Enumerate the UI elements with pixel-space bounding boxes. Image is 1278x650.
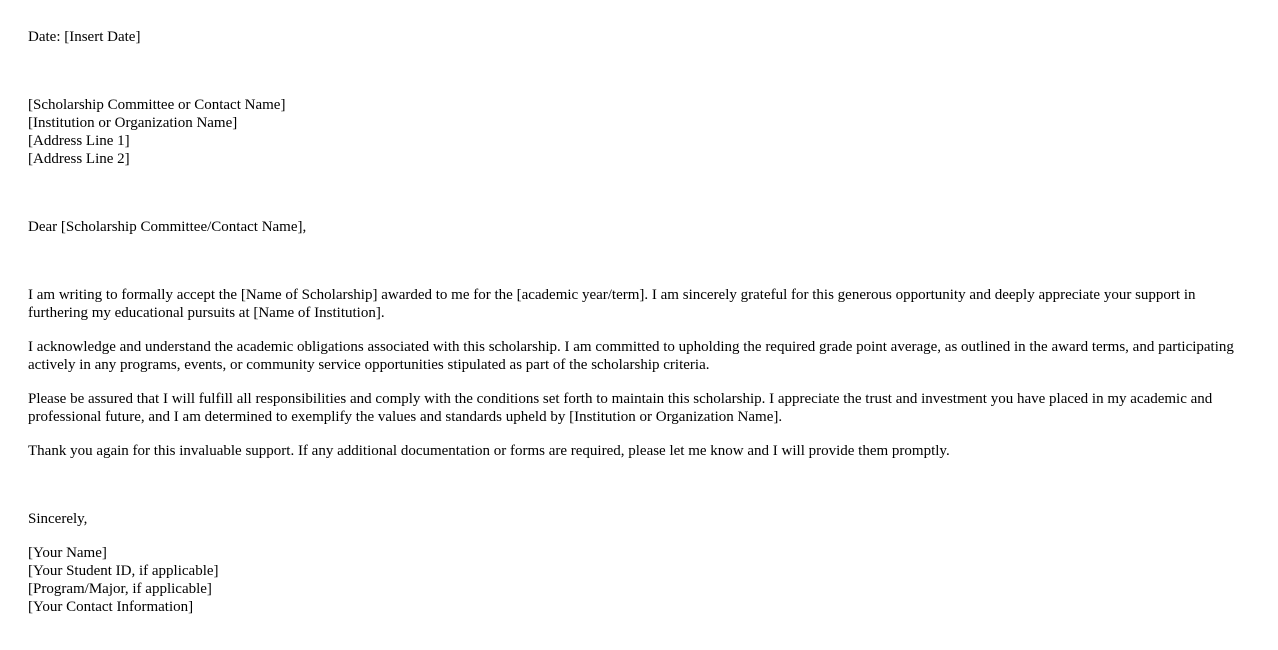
body-paragraph-acceptance: I am writing to formally accept the [Name of Scholarship] awarded to me for the [academic year/term]. I am sincerely grateful for this generous opportunity and deeply appreciate your support in furthering my educational pursuits at [Name of Institution]. <box>28 287 1196 321</box>
signature-student-id: [Your Student ID, if applicable] <box>28 563 219 579</box>
body-paragraph-obligations: I acknowledge and understand the academic obligations associated with this scholarship. I am committed to upholding the required grade point average, as outlined in the award terms, and participating actively in any programs, events, or community service opportunities stipulated as part of the scholarship criteria. <box>28 339 1234 373</box>
recipient-address-block <box>28 96 1250 168</box>
signature-name: [Your Name] <box>28 545 107 561</box>
body-paragraph-responsibilities: Please be assured that I will fulfill all responsibilities and comply with the conditions set forth to maintain this scholarship. I appreciate the trust and investment you have placed in my academic and professional future, and I am determined to exemplify the values and standards upheld by [Institution or Organization Name]. <box>28 391 1213 425</box>
letter-body <box>28 286 1250 460</box>
recipient-organization: [Institution or Organization Name] <box>28 115 238 131</box>
closing: Sincerely, <box>28 511 88 527</box>
letter-date: Date: [Insert Date] <box>28 29 141 45</box>
signature-contact-info: [Your Contact Information] <box>28 599 194 615</box>
signature-program: [Program/Major, if applicable] <box>28 581 212 597</box>
recipient-contact-name: [Scholarship Committee or Contact Name] <box>28 97 286 113</box>
recipient-address-line-1: [Address Line 1] <box>28 133 130 149</box>
body-paragraph-thanks: Thank you again for this invaluable support. If any additional documentation or forms are required, please let me know and I will provide them promptly. <box>28 443 950 459</box>
recipient-address-line-2: [Address Line 2] <box>28 151 130 167</box>
salutation: Dear [Scholarship Committee/Contact Name], <box>28 219 307 235</box>
signature-block <box>28 544 1250 616</box>
